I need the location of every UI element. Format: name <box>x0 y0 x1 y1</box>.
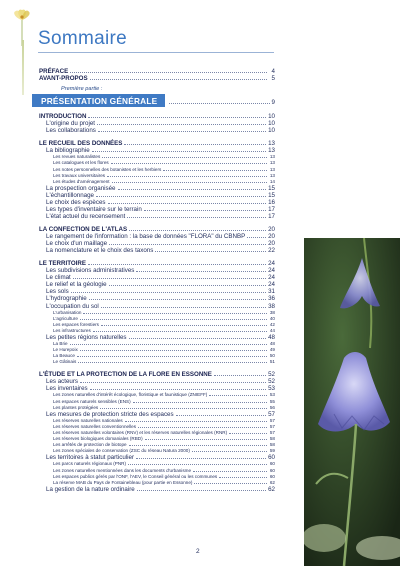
toc-entry-label: LE TERRITOIRE <box>39 260 86 268</box>
toc-entry[interactable] <box>39 486 275 493</box>
toc-entry-label: Les revues naturalistes <box>53 154 101 160</box>
toc-entry[interactable] <box>39 281 275 288</box>
leader-dots <box>124 144 266 145</box>
toc-entry[interactable] <box>39 454 275 461</box>
toc-entry-page: 20 <box>268 226 275 234</box>
toc-entry-page: 4 <box>271 68 275 75</box>
toc-entry-label: L'échantillonnage <box>46 191 94 199</box>
leader-dots <box>229 433 267 434</box>
toc-entry[interactable] <box>39 192 275 199</box>
toc-entry-page: 57 <box>269 423 275 429</box>
title-underline <box>38 52 274 53</box>
leader-dots <box>93 331 267 332</box>
leader-dots <box>112 182 267 183</box>
toc-entry-page: 49 <box>269 347 275 353</box>
bellflower-photo <box>304 238 400 566</box>
toc-entry[interactable] <box>39 140 275 147</box>
toc-entry[interactable] <box>39 68 275 75</box>
leader-dots <box>129 445 267 446</box>
toc-entry[interactable] <box>39 303 275 310</box>
toc-entry-page: 10 <box>268 120 275 128</box>
toc-entry-page: 58 <box>269 436 275 442</box>
leader-dots <box>102 157 267 158</box>
toc-section <box>39 140 275 220</box>
toc-entry-label: L'état actuel du recensement <box>46 212 126 220</box>
leader-dots <box>96 196 266 197</box>
toc-entry-label: La gestion de la nature ordinaire <box>46 485 135 493</box>
toc-entry-page: 31 <box>268 288 275 296</box>
toc-entry-label: Les catalogues et les flores <box>53 160 109 166</box>
part-label: Première partie : <box>61 86 103 93</box>
toc-entry-page: 36 <box>268 295 275 303</box>
toc-entry[interactable] <box>39 127 275 134</box>
leader-dots <box>80 382 266 383</box>
leader-dots <box>111 163 267 164</box>
table-of-contents <box>39 68 275 493</box>
toc-entry-label: L'hydrographie <box>46 295 87 303</box>
toc-entry-label: Les études d'aménagement <box>53 178 110 184</box>
toc-entry-label: Les réserves naturelles volontaires (RNV) et les réserves naturelles régionales (RNR) <box>53 430 228 435</box>
toc-entry[interactable] <box>39 260 275 267</box>
toc-entry[interactable] <box>39 113 275 120</box>
toc-entry-page: 20 <box>268 240 275 248</box>
toc-entry-label: Les acteurs <box>46 378 78 386</box>
toc-entry[interactable] <box>39 206 275 213</box>
bellflower-illustration-icon <box>304 238 400 566</box>
leader-dots <box>145 439 267 440</box>
toc-entry-page: 24 <box>268 281 275 289</box>
leader-dots <box>70 72 267 73</box>
toc-entry[interactable] <box>39 120 275 127</box>
leader-dots <box>136 271 266 272</box>
leader-dots <box>176 415 267 416</box>
toc-entry-label: La bibliographie <box>46 147 90 155</box>
toc-entry-label: Le choix des espèces <box>46 198 106 206</box>
toc-entry-label: Les infrastructures <box>53 327 91 333</box>
leader-dots <box>209 395 267 396</box>
leader-dots <box>192 451 267 452</box>
toc-entry[interactable] <box>39 274 275 281</box>
leader-dots <box>92 151 266 152</box>
toc-entry-page: 17 <box>268 205 275 213</box>
toc-entry-label: PRÉFACE <box>39 68 69 75</box>
leader-dots <box>163 170 267 171</box>
toc-entry-label: La prospection organisée <box>46 184 116 192</box>
toc-section <box>39 226 275 254</box>
toc-entry-page: 58 <box>269 442 275 448</box>
toc-entry-page: 55 <box>269 398 275 404</box>
toc-entry-label: Les espaces publics gérés par l'ONF, l'AEV, le Conseil général ou les communes <box>53 473 218 479</box>
toc-entry-label: Les réserves biologiques domaniales (RBD) <box>53 436 143 442</box>
toc-entry[interactable] <box>39 378 275 385</box>
toc-entry-page: 48 <box>268 333 275 341</box>
leader-dots <box>88 117 266 118</box>
leader-dots <box>101 325 267 326</box>
decorative-stem <box>22 40 24 95</box>
toc-entry[interactable] <box>39 75 275 82</box>
toc-entry-label: Le rangement de l'information : la base de données "FLORA" du CBNBP <box>46 233 246 241</box>
toc-entry-label: Les types d'inventaire sur le terrain <box>46 205 142 213</box>
toc-entry-label: Le climat <box>46 274 71 282</box>
toc-entry-label: Les parcs naturels régionaux (PNR) <box>53 461 127 467</box>
toc-entry-label: Les réserves naturelles conventionnelles <box>53 423 136 429</box>
leader-dots <box>247 237 266 238</box>
toc-entry-label: Les mesures de protection stricte des espaces <box>46 410 174 418</box>
toc-entry[interactable] <box>39 385 275 392</box>
leader-dots <box>73 278 266 279</box>
leader-dots <box>137 490 266 491</box>
toc-entry-page: 13 <box>268 140 275 148</box>
leader-dots <box>80 350 267 351</box>
leader-dots <box>194 483 267 484</box>
toc-entry[interactable] <box>39 226 275 233</box>
toc-entry-page: 15 <box>268 191 275 199</box>
toc-entry-page: 53 <box>268 385 275 393</box>
toc-entry-label: Les zones naturelles d'intérêt écologique, floristique et faunistique (ZNIEFF) <box>53 392 208 398</box>
toc-entry-page: 13 <box>269 154 275 160</box>
leader-dots <box>155 251 266 252</box>
toc-entry[interactable] <box>39 267 275 274</box>
toc-entry[interactable] <box>39 233 275 240</box>
leader-dots <box>109 244 266 245</box>
toc-entry-label: Les arrêtés de protection de biotope <box>53 442 127 448</box>
leader-dots <box>90 389 266 390</box>
toc-entry[interactable] <box>39 334 275 341</box>
toc-entry-page: 44 <box>269 327 275 333</box>
toc-entry-page: 57 <box>268 410 275 418</box>
toc-entry-page: 16 <box>268 198 275 206</box>
toc-entry-page: 53 <box>269 392 275 398</box>
toc-entry-page: 20 <box>268 233 275 241</box>
toc-entry-label: Le choix d'un maillage <box>46 240 108 248</box>
leader-dots <box>100 408 267 409</box>
part-title: PRÉSENTATION GÉNÉRALE <box>32 94 165 107</box>
toc-entry-page: 38 <box>268 302 275 310</box>
leader-dots <box>214 375 266 376</box>
toc-entry-label: Les espaces naturels sensibles (ENS) <box>53 398 131 404</box>
leader-dots <box>127 217 266 218</box>
flower-illustration-icon <box>6 6 36 46</box>
toc-entry[interactable] <box>39 199 275 206</box>
toc-entry-label: Les collaborations <box>46 127 96 135</box>
toc-entry[interactable] <box>39 288 275 295</box>
leader-dots <box>98 131 266 132</box>
toc-entry-label: La Brie <box>53 340 68 346</box>
toc-entry[interactable] <box>39 411 275 418</box>
leader-dots <box>193 471 267 472</box>
toc-entry-label: LA CONFECTION DE L'ATLAS <box>39 226 128 234</box>
toc-entry-label: Les territoires à statut particulier <box>46 454 135 462</box>
toc-entry-label: L'ÉTUDE ET LA PROTECTION DE LA FLORE EN ESSONNE <box>39 371 212 379</box>
leader-dots <box>118 189 267 190</box>
leader-dots <box>138 427 267 428</box>
toc-entry-label: La nomenclature et le choix des taxons <box>46 247 154 255</box>
leader-dots <box>89 299 266 300</box>
toc-entry[interactable] <box>39 240 275 247</box>
toc-entry-label: Les réserves naturelles nationales <box>53 417 123 423</box>
leader-dots <box>101 307 266 308</box>
leader-dots <box>97 124 266 125</box>
toc-entry[interactable] <box>39 247 275 254</box>
leader-dots <box>83 313 267 314</box>
toc-entry-label: AVANT-PROPOS <box>39 75 88 83</box>
toc-entry-label: Les zones spéciales de conservation (ZSC du réseau Natura 2000) <box>53 448 190 454</box>
toc-entry-label: Les sols <box>46 288 69 296</box>
toc-entry-page: 13 <box>268 147 275 155</box>
toc-entry-page: 14 <box>269 178 275 184</box>
toc-entry-page: 15 <box>268 184 275 192</box>
toc-entry[interactable] <box>39 147 275 154</box>
page-title: Sommaire <box>38 28 127 49</box>
leader-dots <box>88 264 266 265</box>
leader-dots <box>136 458 266 459</box>
leader-dots <box>219 477 267 478</box>
toc-entry-page: 48 <box>269 340 275 346</box>
leader-dots <box>78 362 267 363</box>
toc-entry-page: 42 <box>269 321 275 327</box>
toc-entry-page: 17 <box>268 212 275 220</box>
leader-dots <box>125 421 267 422</box>
toc-entry-page: 24 <box>268 260 275 268</box>
leader-dots <box>80 319 267 320</box>
toc-entry-label: Les subdivisions administratives <box>46 267 135 275</box>
toc-entry-label: Les petites régions naturelles <box>46 333 127 341</box>
toc-entry-label: La réserve MAB du Pays de Fontainebleau (pour partie en Essonne) <box>53 479 193 485</box>
toc-entry-page: 62 <box>269 479 275 485</box>
toc-entry-page: 57 <box>269 430 275 435</box>
toc-entry-page: 60 <box>269 473 275 479</box>
leader-dots <box>107 176 267 177</box>
page-number: 2 <box>196 548 200 555</box>
toc-entry-page: 13 <box>269 160 275 166</box>
toc-section <box>39 260 275 365</box>
leader-dots <box>108 203 267 204</box>
toc-entry-page: 60 <box>269 467 275 473</box>
part-page-number: 9 <box>271 99 275 107</box>
toc-entry-label: L'origine du projet <box>46 120 95 128</box>
toc-entry-label: L'occupation du sol <box>46 302 99 310</box>
toc-entry-page: 59 <box>269 448 275 454</box>
toc-entry[interactable] <box>39 371 275 378</box>
toc-entry-label: INTRODUCTION <box>39 113 87 121</box>
toc-entry-label: L'agriculture <box>53 315 78 321</box>
leader-dots <box>71 292 266 293</box>
toc-entry-label: La Beauce <box>53 353 75 359</box>
leader-dots <box>133 402 267 403</box>
toc-entry-page: 62 <box>268 485 275 493</box>
leader-dots <box>129 338 267 339</box>
toc-entry-label: Les notes personnelles des botanistes et les herbiers <box>53 166 162 172</box>
toc-entry[interactable] <box>39 185 275 192</box>
toc-entry-page: 10 <box>268 127 275 135</box>
toc-entry-page: 24 <box>268 267 275 275</box>
toc-entry-page: 51 <box>269 359 275 365</box>
toc-entry-page: 57 <box>269 417 275 423</box>
leader-dots <box>129 230 266 231</box>
toc-entry-page: 22 <box>268 247 275 255</box>
toc-entry-label: Les inventaires <box>46 385 88 393</box>
toc-entry-page: 56 <box>269 404 275 410</box>
toc-entry[interactable] <box>39 295 275 302</box>
toc-section <box>39 113 275 134</box>
toc-entry-label: Les zones naturelles mentionnées dans les documents d'urbanisme <box>53 467 192 473</box>
toc-entry-label: LE RECUEIL DES DONNÉES <box>39 140 123 148</box>
leader-dots <box>77 356 267 357</box>
toc-entry-page: 52 <box>268 371 275 379</box>
toc-entry-label: Le Hurepoix <box>53 347 78 353</box>
toc-entry-page: 5 <box>271 75 275 83</box>
toc-entry-page: 38 <box>269 309 275 315</box>
leader-dots <box>169 103 269 104</box>
leader-dots <box>90 79 267 80</box>
toc-entry-page: 13 <box>269 172 275 178</box>
toc-entry-page: 13 <box>269 166 275 172</box>
toc-entry-page: 10 <box>268 113 275 121</box>
toc-entry-page: 52 <box>268 378 275 386</box>
toc-section <box>39 371 275 493</box>
toc-entry-label: Le relief et la géologie <box>46 281 107 289</box>
toc-entry-label: Les plantes protégées <box>53 404 99 410</box>
toc-entry-page: 50 <box>269 353 275 359</box>
toc-entry-page: 60 <box>268 454 275 462</box>
toc-entry-page: 40 <box>269 315 275 321</box>
toc-entry-label: L'urbanisation <box>53 309 82 315</box>
leader-dots <box>70 344 267 345</box>
leader-dots <box>128 464 267 465</box>
leader-dots <box>109 285 267 286</box>
toc-entry-label: Les travaux universitaires <box>53 172 106 178</box>
part-heading[interactable] <box>32 94 275 107</box>
toc-entry-page: 24 <box>268 274 275 282</box>
toc-entry-page: 60 <box>269 461 275 467</box>
toc-entry-label: Le Gâtinais <box>53 359 77 365</box>
toc-entry-label: Les espaces forestiers <box>53 321 99 327</box>
leader-dots <box>144 210 266 211</box>
toc-entry[interactable] <box>39 213 275 220</box>
